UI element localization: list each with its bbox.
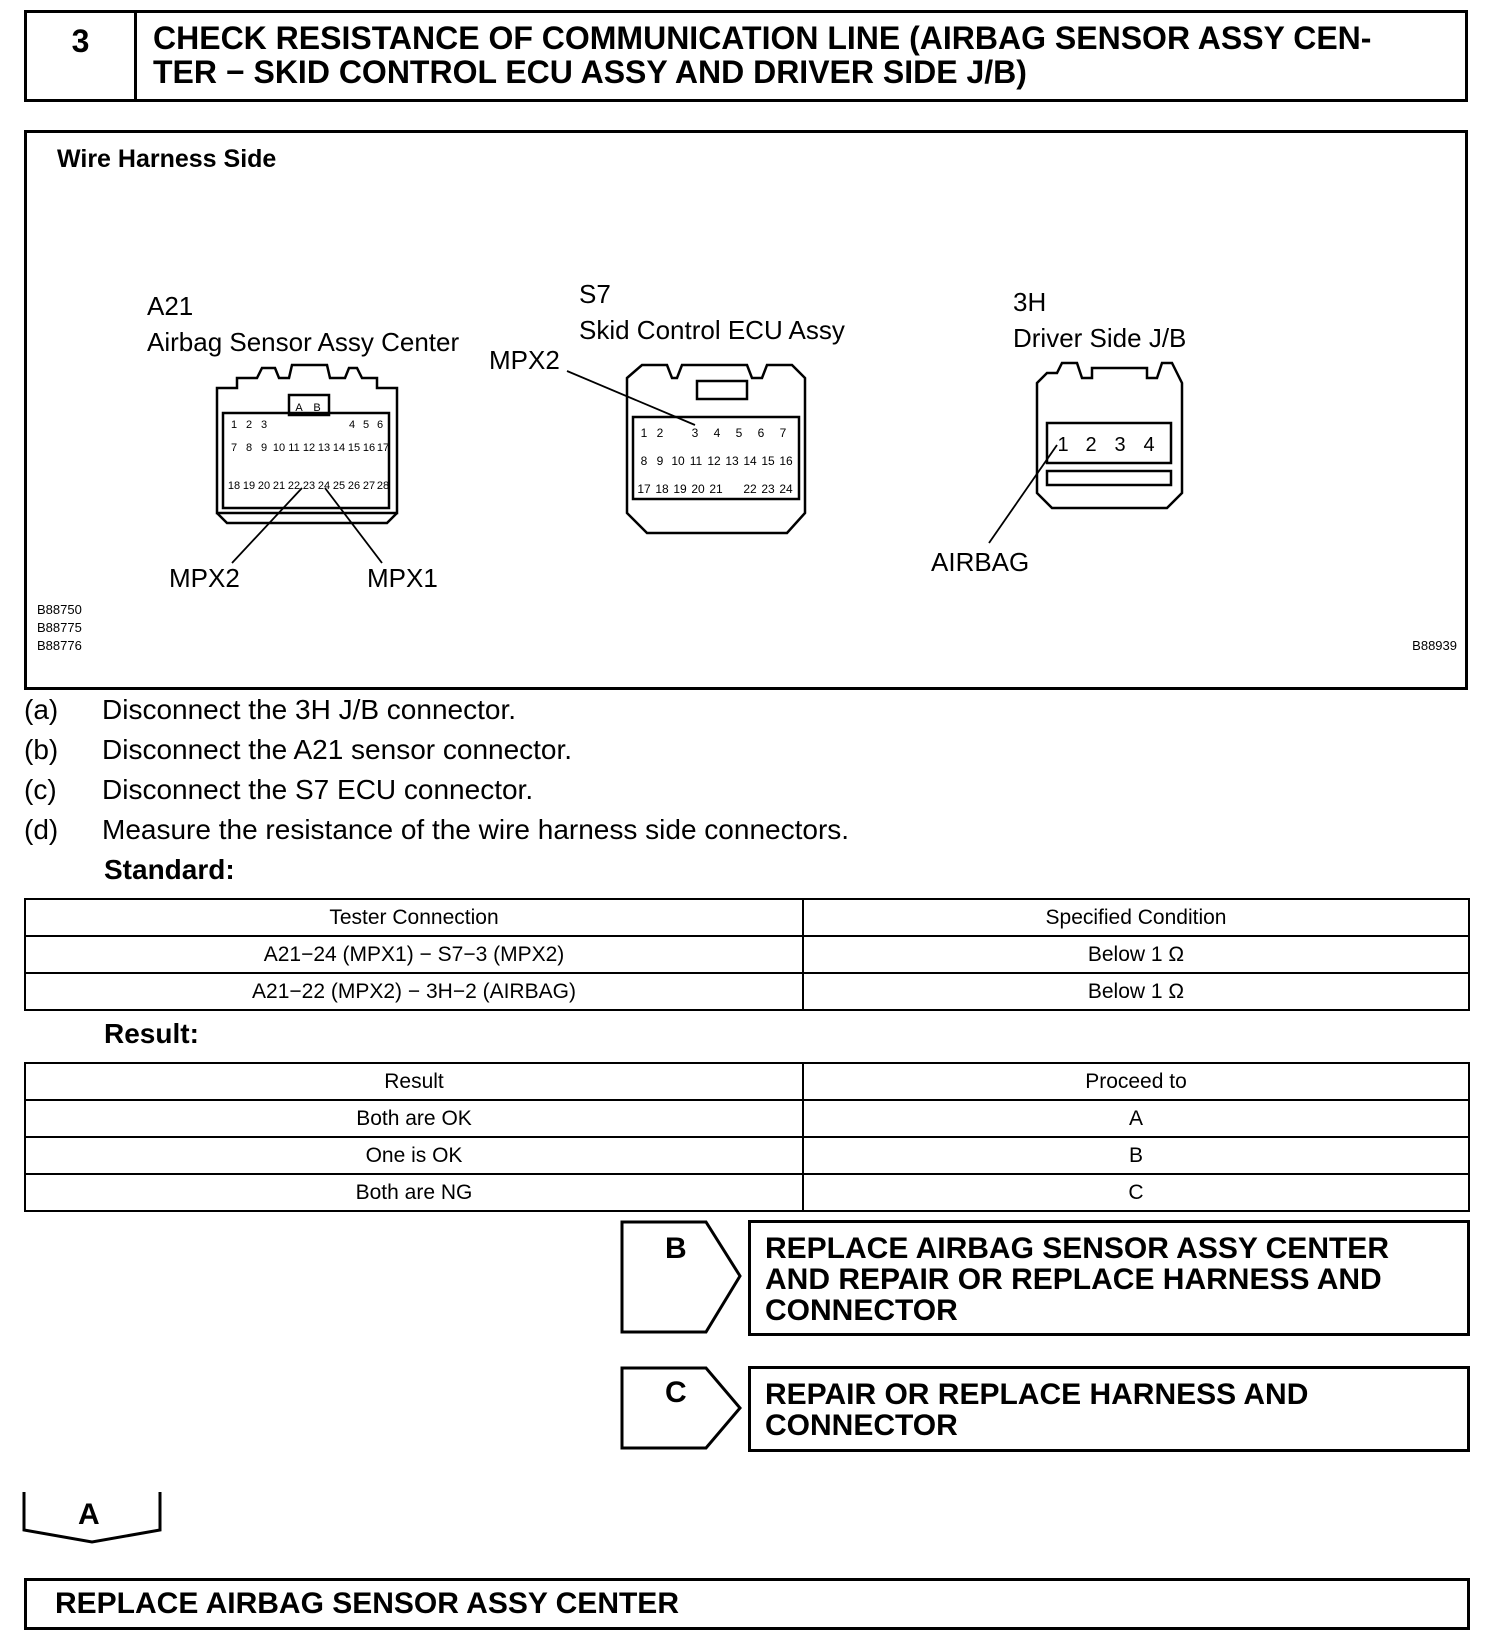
svg-text:10: 10	[272, 442, 286, 454]
result-table	[24, 1062, 1470, 1212]
outcome-a-letter: A	[78, 1498, 100, 1531]
svg-text:9: 9	[260, 442, 268, 454]
a21-pin-A: A	[295, 402, 303, 414]
svg-text:24: 24	[317, 480, 331, 492]
standard-heading: Standard:	[104, 854, 235, 885]
svg-text:12: 12	[707, 454, 721, 468]
a21-code: A21	[147, 291, 194, 321]
wiring-figure	[24, 130, 1468, 690]
a21-name: Airbag Sensor Assy Center	[147, 327, 460, 357]
svg-text:18: 18	[227, 480, 241, 492]
svg-text:4: 4	[713, 426, 721, 440]
table-row: Both are OK A	[25, 1100, 1469, 1137]
svg-text:21: 21	[709, 482, 723, 496]
svg-text:3: 3	[691, 426, 699, 440]
result-heading: Result:	[104, 1018, 199, 1049]
svg-text:24: 24	[779, 482, 793, 496]
svg-text:4: 4	[1143, 434, 1155, 456]
svg-text:20: 20	[257, 480, 271, 492]
3h-callout-airbag: AIRBAG	[931, 547, 1030, 577]
a21-row3	[228, 480, 389, 492]
svg-text:20: 20	[691, 482, 705, 496]
svg-text:8: 8	[640, 454, 648, 468]
figure-caption: Wire Harness Side	[57, 145, 277, 173]
svg-text:1: 1	[640, 426, 648, 440]
s7-code: S7	[579, 279, 611, 309]
svg-text:23: 23	[302, 480, 316, 492]
ref-code: B88775	[37, 620, 82, 635]
s7-callout-mpx2: MPX2	[489, 345, 560, 375]
svg-text:18: 18	[655, 482, 669, 496]
table-header: Result	[25, 1063, 803, 1100]
procedure-step: (a) Disconnect the 3H J/B connector.	[24, 694, 516, 725]
svg-text:9: 9	[656, 454, 664, 468]
svg-text:6: 6	[757, 426, 765, 440]
svg-text:10: 10	[671, 454, 685, 468]
a21-row2	[231, 442, 389, 454]
svg-text:3: 3	[260, 419, 268, 431]
step-header	[24, 10, 1468, 102]
standard-table	[24, 898, 1470, 1011]
svg-text:1: 1	[1057, 434, 1069, 456]
svg-text:27: 27	[362, 480, 376, 492]
svg-text:22: 22	[743, 482, 757, 496]
svg-text:17: 17	[637, 482, 651, 496]
table-row: A21−22 (MPX2) − 3H−2 (AIRBAG) Below 1 Ω	[25, 973, 1469, 1010]
step-title	[153, 21, 1453, 89]
svg-text:7: 7	[779, 426, 787, 440]
table-row: A21−24 (MPX1) − S7−3 (MPX2) Below 1 Ω	[25, 936, 1469, 973]
table-row: Both are NG C	[25, 1174, 1469, 1211]
svg-text:13: 13	[725, 454, 739, 468]
svg-text:16: 16	[779, 454, 793, 468]
s7-name: Skid Control ECU Assy	[579, 315, 845, 345]
step-title-line1: CHECK RESISTANCE OF COMMUNICATION LINE (AIRBAG SENSOR ASSY CEN-	[153, 20, 1372, 56]
a21-row1	[231, 419, 383, 431]
table-header-row	[25, 1063, 1469, 1100]
svg-text:19: 19	[242, 480, 256, 492]
svg-text:25: 25	[332, 480, 346, 492]
table-header-row	[25, 899, 1469, 936]
table-header: Specified Condition	[803, 899, 1469, 936]
table-row: One is OK B	[25, 1137, 1469, 1174]
procedure-step: (c) Disconnect the S7 ECU connector.	[24, 774, 534, 805]
svg-text:28: 28	[376, 480, 390, 492]
3h-row1	[1057, 434, 1154, 456]
svg-text:22: 22	[287, 480, 301, 492]
outcome-c-letter: C	[665, 1376, 687, 1409]
svg-text:13: 13	[317, 442, 331, 454]
svg-text:8: 8	[245, 442, 253, 454]
outcome-c-box: REPAIR OR REPLACE HARNESS AND CONNECTOR	[748, 1366, 1470, 1452]
a21-callout-mpx2: MPX2	[169, 563, 240, 593]
svg-text:14: 14	[332, 442, 346, 454]
table-header: Proceed to	[803, 1063, 1469, 1100]
3h-name: Driver Side J/B	[1013, 323, 1187, 353]
s7-row3	[637, 482, 793, 496]
step-title-line2: TER − SKID CONTROL ECU ASSY AND DRIVER SIDE J/B)	[153, 54, 1027, 90]
a21-callout-mpx1: MPX1	[367, 563, 438, 593]
svg-text:15: 15	[761, 454, 775, 468]
svg-text:7: 7	[230, 442, 238, 454]
svg-text:19: 19	[673, 482, 687, 496]
step-number: 3	[27, 13, 137, 99]
s7-row1	[641, 426, 787, 440]
procedure-step: (b) Disconnect the A21 sensor connector.	[24, 734, 573, 765]
table-header: Tester Connection	[25, 899, 803, 936]
procedure-step: (d) Measure the resistance of the wire harness side connectors.	[24, 814, 850, 845]
s7-row2	[641, 454, 793, 468]
svg-text:2: 2	[1085, 434, 1097, 456]
a21-pin-B: B	[313, 402, 321, 414]
svg-text:3: 3	[1114, 434, 1126, 456]
connector-drawings	[27, 133, 1465, 687]
svg-text:17: 17	[376, 442, 390, 454]
svg-text:5: 5	[362, 419, 370, 431]
ref-code: B88776	[37, 638, 82, 653]
svg-text:2: 2	[656, 426, 664, 440]
outcome-a-box: REPLACE AIRBAG SENSOR ASSY CENTER	[24, 1578, 1470, 1630]
svg-text:5: 5	[735, 426, 743, 440]
svg-text:21: 21	[272, 480, 286, 492]
svg-text:15: 15	[347, 442, 361, 454]
svg-text:2: 2	[245, 419, 253, 431]
svg-text:6: 6	[376, 419, 384, 431]
ref-code: B88750	[37, 602, 82, 617]
svg-text:26: 26	[347, 480, 361, 492]
outcome-b-box: REPLACE AIRBAG SENSOR ASSY CENTER AND REPAIR OR REPLACE HARNESS AND CONNECTOR	[748, 1220, 1470, 1336]
svg-text:12: 12	[302, 442, 316, 454]
ref-code: B88939	[1412, 638, 1457, 653]
svg-text:4: 4	[348, 419, 356, 431]
3h-code: 3H	[1013, 287, 1047, 317]
svg-text:1: 1	[230, 419, 238, 431]
svg-text:11: 11	[288, 442, 300, 454]
s7-connector	[627, 365, 805, 533]
svg-text:23: 23	[761, 482, 775, 496]
svg-text:14: 14	[743, 454, 757, 468]
svg-text:11: 11	[689, 454, 703, 468]
svg-text:16: 16	[362, 442, 376, 454]
outcome-b-letter: B	[665, 1232, 687, 1265]
